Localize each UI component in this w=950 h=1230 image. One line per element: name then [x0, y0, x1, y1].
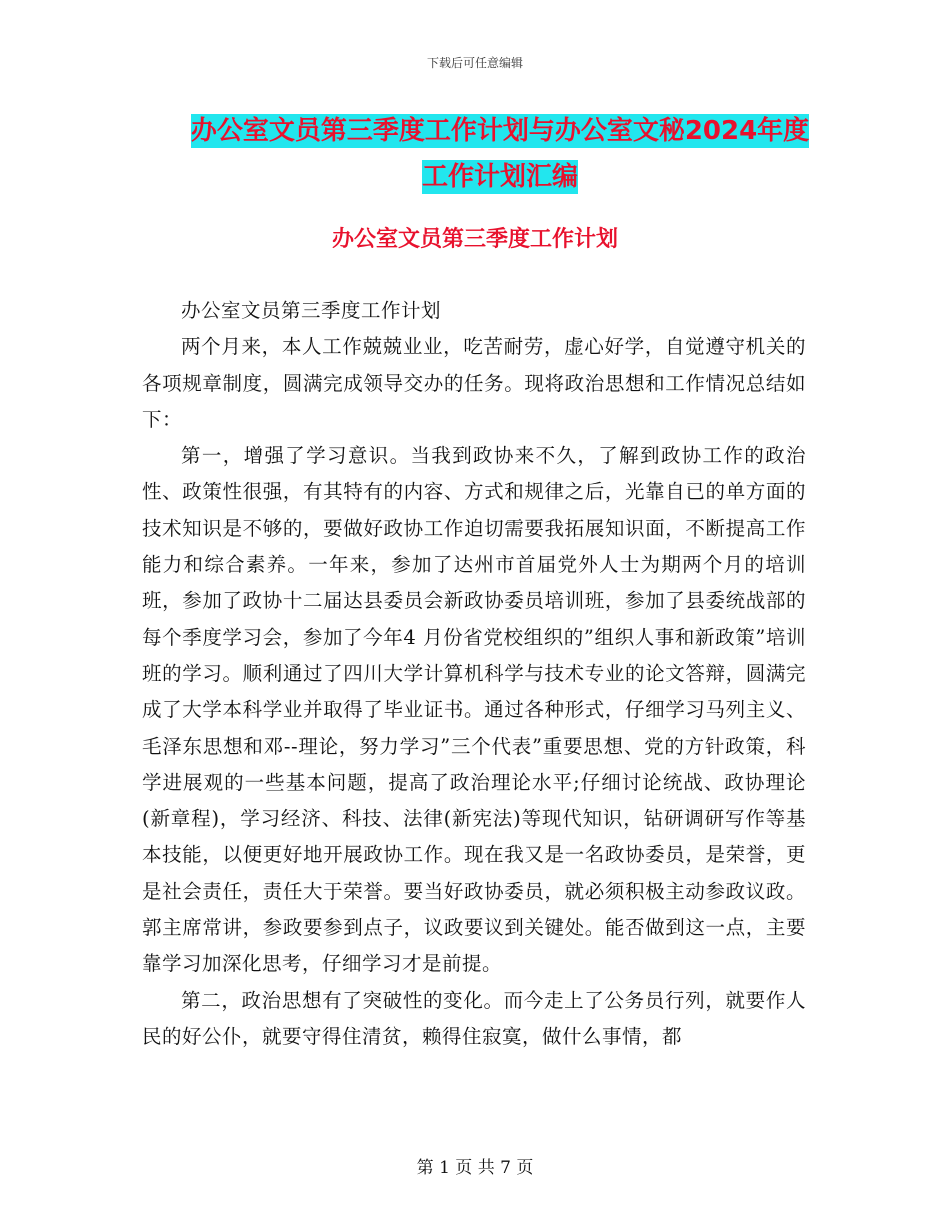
document-title-line2: 工作计划汇编: [421, 162, 578, 192]
paragraph: 两个月来，本人工作兢兢业业，吃苦耐劳，虚心好学，自觉遵守机关的各项规章制度，圆满完成领导交办的任务。现将政治思想和工作情况总结如下：: [142, 335, 806, 431]
document-title-line1: 办公室文员第三季度工作计划与办公室文秘2024年度: [190, 116, 810, 146]
document-title: [140, 108, 860, 200]
header-note: 下载后可任意编辑: [426, 56, 523, 70]
paragraph: 第一，增强了学习意识。当我到政协来不久，了解到政协工作的政治性、政策性很强，有其特有的内容、方式和规律之后，光靠自已的单方面的技术知识是不够的，要做好政协工作迫切需要我拓展知识面，不断提高工作能力和综合素养。一年来，参加了达州市首届党外人士为期两个月的培训班，参加了政协十二届达县委员会新政协委员培训班，参加了县委统战部的每个季度学习会，参加了今年4 月份省党校组织的”组织人事和新政策”培训班的学习。顺利通过了四川大学计算机科学与技术专业的论文答辩，圆满完成了大学本科学业并取得了毕业证书。通过各种形式，仔细学习马列主义、毛泽东思想和邓--理论，努力学习”三个代表”重要思想、党的方针政策，科学进展观的一些基本问题，提高了政治理论水平;仔细讨论统战、政协理论(新章程)，学习经济、科技、法律(新宪法)等现代知识，钻研调研写作等基本技能，以便更好地开展政协工作。现在我又是一名政协委员，是荣誉，更是社会责任，责任大于荣誉。要当好政协委员，就必须积极主动参政议政。郭主席常讲，参政要参到点子，议政要议到关键处。能否做到这一点，主要靠学习加深化思考，仔细学习才是前提。: [142, 444, 806, 976]
document-body: [142, 293, 806, 1055]
paragraph: 第二，政治思想有了突破性的变化。而今走上了公务员行列，就要作人民的好公仆，就要守得住清贫，赖得住寂寞，做什么事情，都: [142, 988, 806, 1048]
page-footer: 第 1 页 共 7 页: [416, 1158, 534, 1178]
section-title: 办公室文员第三季度工作计划: [331, 227, 618, 252]
paragraph: 办公室文员第三季度工作计划: [181, 299, 442, 322]
